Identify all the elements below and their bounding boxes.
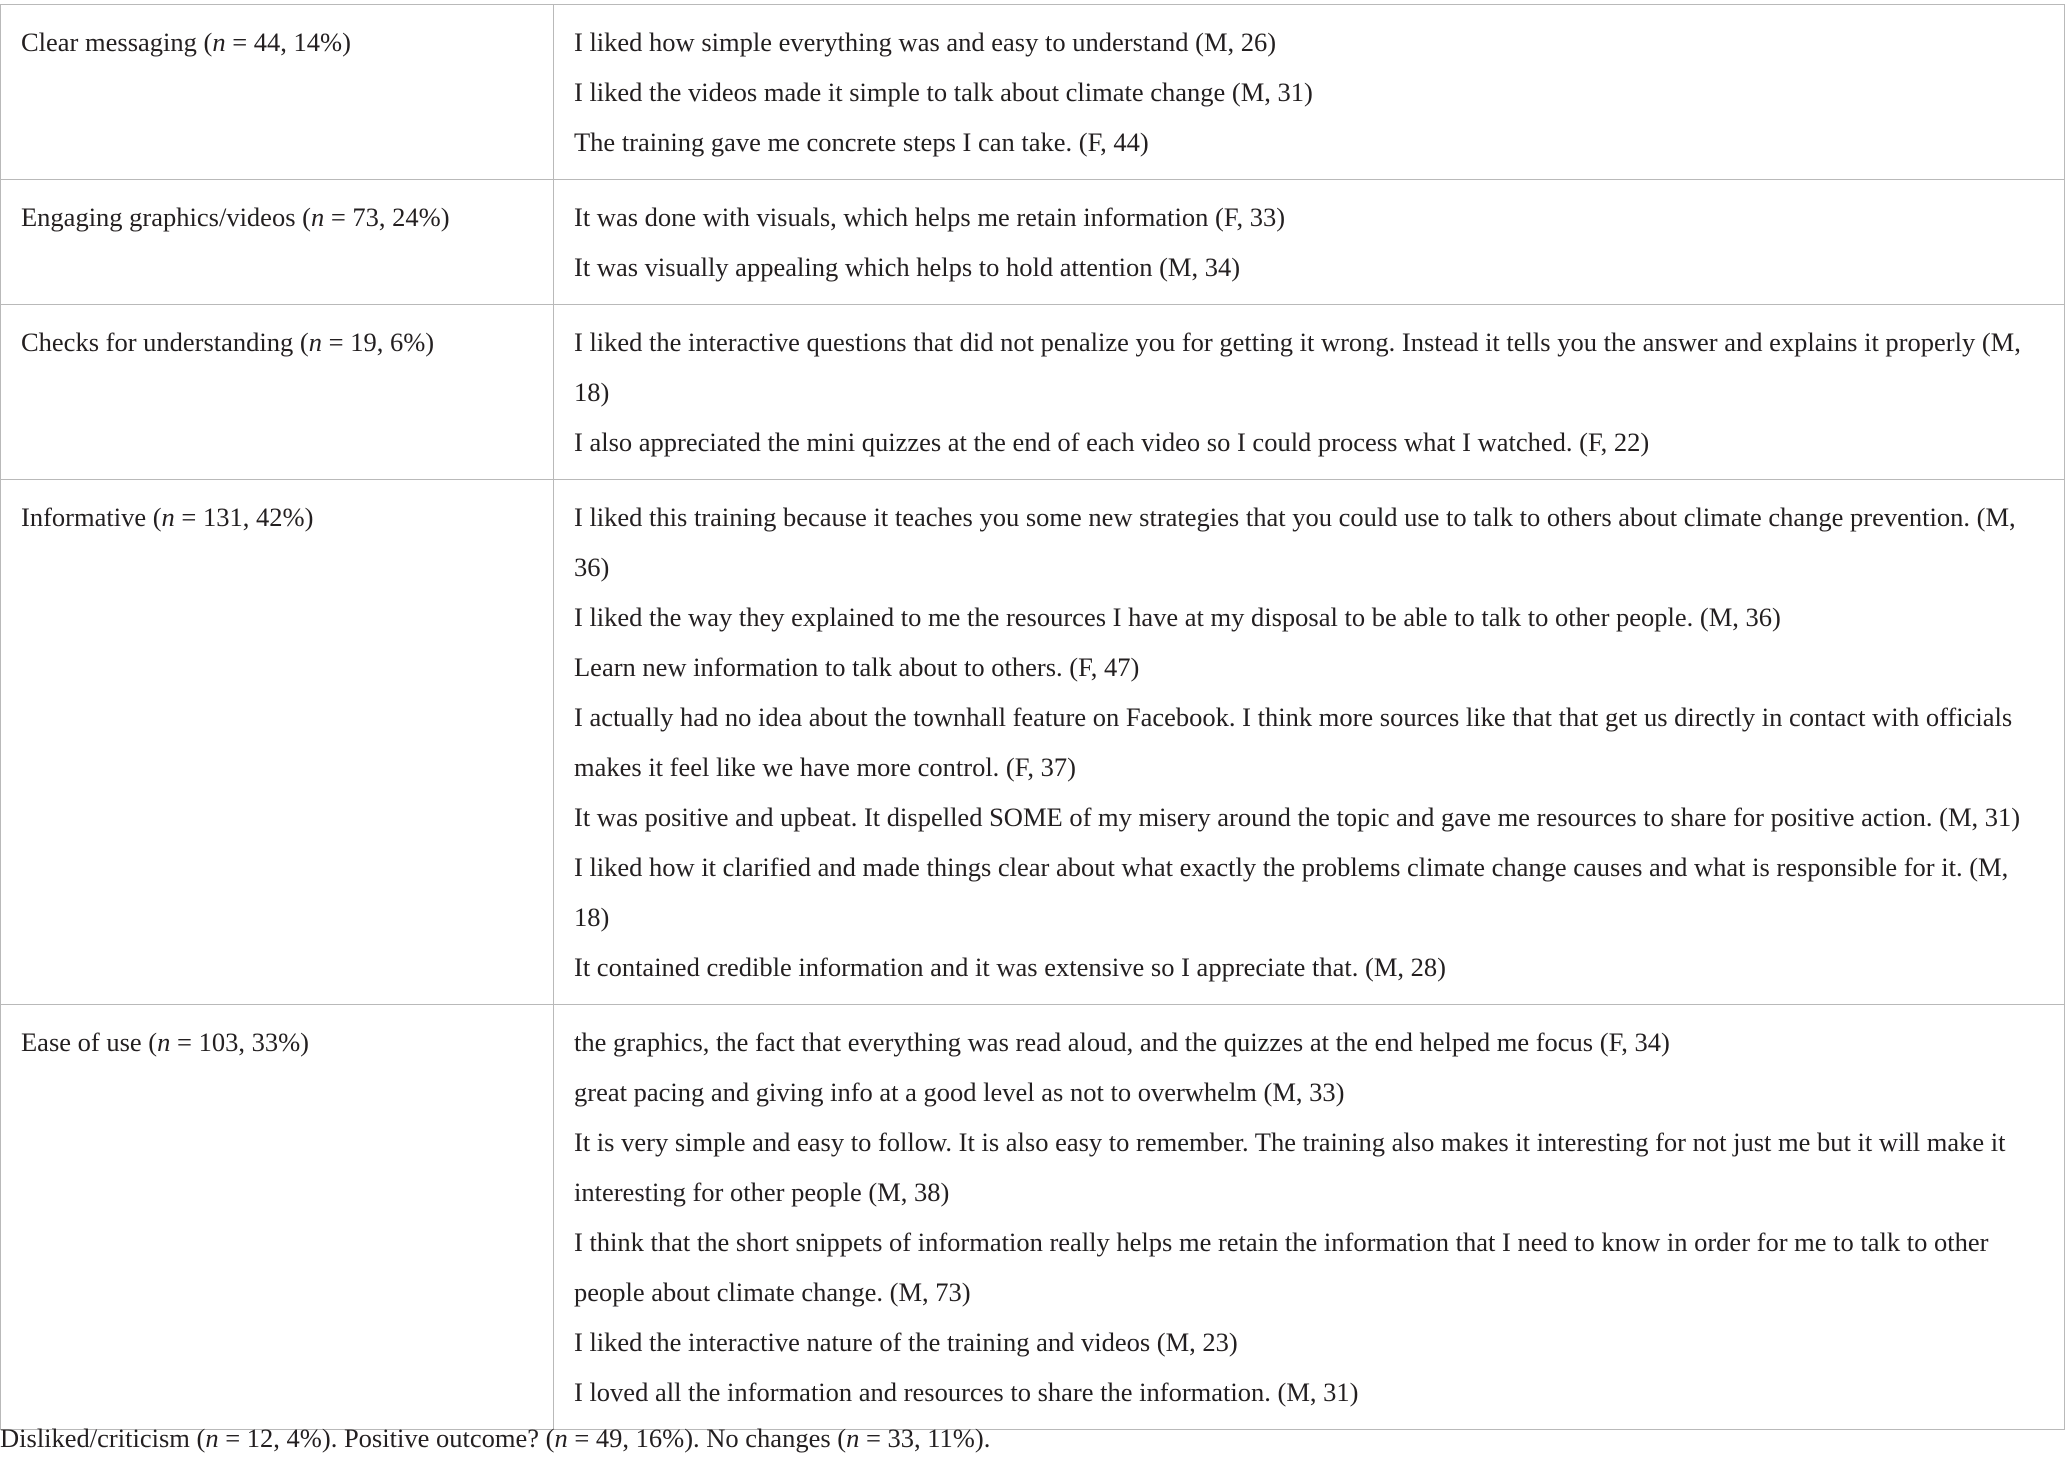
participant-quote: I liked the videos made it simple to talk about climate change (M, 31) bbox=[574, 77, 1313, 107]
footnote-text: = 12, 4%). Positive outcome? ( bbox=[218, 1423, 555, 1453]
theme-label: Clear messaging ( bbox=[21, 27, 213, 57]
quotes-cell bbox=[554, 5, 2065, 180]
footnote-n-symbol: n bbox=[205, 1423, 219, 1453]
participant-quote: It was visually appealing which helps to hold attention (M, 34) bbox=[574, 252, 1241, 282]
participant-quote: It was positive and upbeat. It dispelled SOME of my misery around the topic and gave me resources to share for positive action. (M, 31) bbox=[574, 802, 2021, 832]
n-symbol: n bbox=[157, 1027, 171, 1057]
footnote-n-symbol: n bbox=[554, 1423, 568, 1453]
footnote-text: Disliked/criticism ( bbox=[0, 1423, 206, 1453]
participant-quote: I liked how it clarified and made things clear about what exactly the problems climate change causes and what is responsible for it. (M, 18) bbox=[574, 852, 2009, 932]
participant-quote: The training gave me concrete steps I can take. (F, 44) bbox=[574, 127, 1149, 157]
table-row bbox=[1, 180, 2065, 305]
theme-cell bbox=[1, 5, 554, 180]
theme-cell bbox=[1, 305, 554, 480]
table-row bbox=[1, 305, 2065, 480]
theme-stats: = 19, 6%) bbox=[322, 327, 435, 357]
themes-table bbox=[0, 4, 2065, 1430]
participant-quote: It contained credible information and it was extensive so I appreciate that. (M, 28) bbox=[574, 952, 1446, 982]
theme-stats: = 131, 42%) bbox=[174, 502, 314, 532]
participant-quote: great pacing and giving info at a good level as not to overwhelm (M, 33) bbox=[574, 1077, 1345, 1107]
participant-quote: I also appreciated the mini quizzes at the end of each video so I could process what I watched. (F, 22) bbox=[574, 427, 1650, 457]
themes-table-container bbox=[0, 4, 2067, 1430]
themes-table-body bbox=[1, 5, 2065, 1430]
participant-quote: I loved all the information and resources to share the information. (M, 31) bbox=[574, 1377, 1359, 1407]
quotes-cell bbox=[554, 180, 2065, 305]
theme-cell bbox=[1, 480, 554, 1005]
participant-quote: I actually had no idea about the townhall feature on Facebook. I think more sources like that that get us directly in contact with officials makes it feel like we have more control. (F, 37) bbox=[574, 702, 2013, 782]
theme-label: Ease of use ( bbox=[21, 1027, 158, 1057]
table-footnote bbox=[0, 1418, 990, 1458]
table-row bbox=[1, 480, 2065, 1005]
theme-cell bbox=[1, 180, 554, 305]
participant-quote: I liked the interactive nature of the training and videos (M, 23) bbox=[574, 1327, 1238, 1357]
theme-stats: = 73, 24%) bbox=[324, 202, 450, 232]
footnote-text: = 49, 16%). No changes ( bbox=[567, 1423, 847, 1453]
theme-stats: = 103, 33%) bbox=[170, 1027, 309, 1057]
n-symbol: n bbox=[212, 27, 226, 57]
quotes-cell bbox=[554, 1005, 2065, 1430]
theme-label: Informative ( bbox=[21, 502, 162, 532]
footnote-n-symbol: n bbox=[846, 1423, 860, 1453]
participant-quote: the graphics, the fact that everything was read aloud, and the quizzes at the end helped me focus (F, 34) bbox=[574, 1027, 1670, 1057]
theme-label: Engaging graphics/videos ( bbox=[21, 202, 311, 232]
quotes-cell bbox=[554, 305, 2065, 480]
table-row bbox=[1, 1005, 2065, 1430]
participant-quote: Learn new information to talk about to others. (F, 47) bbox=[574, 652, 1140, 682]
participant-quote: It is very simple and easy to follow. It is also easy to remember. The training also makes it interesting for not just me but it will make it interesting for other people (M, 38) bbox=[574, 1127, 2006, 1207]
footnote-text: = 33, 11%). bbox=[859, 1423, 991, 1453]
table-row bbox=[1, 5, 2065, 180]
participant-quote: I think that the short snippets of information really helps me retain the information that I need to know in order for me to talk to other people about climate change. (M, 73) bbox=[574, 1227, 1989, 1307]
quotes-cell bbox=[554, 480, 2065, 1005]
participant-quote: I liked the interactive questions that did not penalize you for getting it wrong. Instead it tells you the answer and explains it properly (M, 18) bbox=[574, 327, 2021, 407]
participant-quote: It was done with visuals, which helps me retain information (F, 33) bbox=[574, 202, 1286, 232]
n-symbol: n bbox=[308, 327, 322, 357]
n-symbol: n bbox=[310, 202, 325, 232]
theme-stats: = 44, 14%) bbox=[225, 27, 351, 57]
theme-label: Checks for understanding ( bbox=[21, 327, 309, 357]
participant-quote: I liked how simple everything was and easy to understand (M, 26) bbox=[574, 27, 1277, 57]
participant-quote: I liked this training because it teaches you some new strategies that you could use to talk to others about climate change prevention. (M, 36) bbox=[574, 502, 2016, 582]
participant-quote: I liked the way they explained to me the resources I have at my disposal to be able to talk to other people. (M, 36) bbox=[574, 602, 1781, 632]
n-symbol: n bbox=[161, 502, 175, 532]
theme-cell bbox=[1, 1005, 554, 1430]
